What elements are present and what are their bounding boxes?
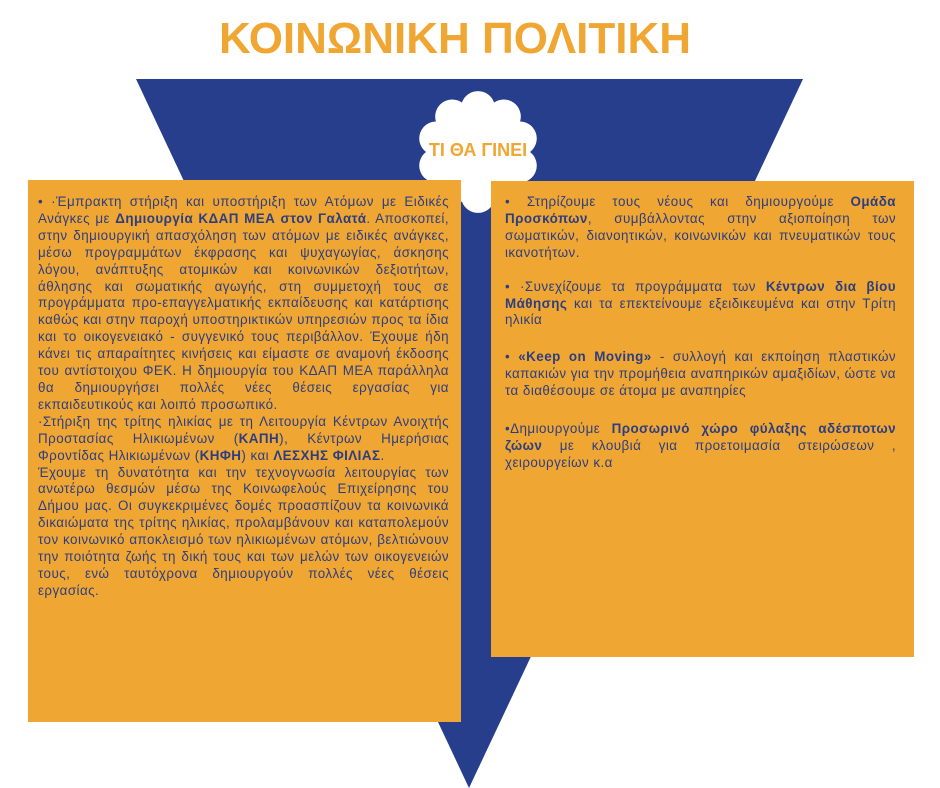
left-paragraph-know-how: Έχουμε τη δυνατότητα και την τεχνογνωσία λειτουργίας των ανωτέρω θεσμών μέσω της Κοινωφελούς Επιχείρησης του Δήμου μας. Οι συγκεκριμένες δομές προασπίζουν τα κοινωνικά δικαιώματα της τρίτης ηλικίας, προλαμβάνουν και καταπολεμούν τον κοινωνικό αποκλεισμό των ηλικιωμένων ατόμων, βελτιώνουν την ποιότητα ζωής τη δική τους και των μελών των οικογενειών τους, ενώ ταυτόχρονα δημιουργούν πολλές νέες θέσεις εργασίας.	[38, 464, 449, 598]
kdap-highlight: Δημιουργία ΚΔΑΠ ΜΕΑ στον Γαλατά	[115, 210, 367, 226]
right-paragraph-stray-animals: •Δημιουργούμε Προσωρινό χώρο φύλαξης αδέσποτων ζώων με κλουβιά για προετοιμασία στειρώσεων , χειρουργείων κ.α	[505, 421, 896, 470]
page-title: ΚΟΙΝΩΝΙΚΗ ΠΟΛΙΤΙΚΗ	[218, 14, 692, 63]
stray-animals-highlight: Προσωρινό χώρο φύλαξης αδέσποτων ζώων	[505, 421, 896, 453]
kifi-highlight: ΚΗΦΗ	[199, 447, 242, 463]
badge-label: ΤΙ ΘΑ ΓΙΝΕΙ	[428, 140, 528, 160]
lifelong-learning-highlight: Κέντρων δια βίου Μάθησης	[505, 278, 896, 311]
left-paragraph-kapi: ·Στήριξη της τρίτης ηλικίας με τη Λειτουργία Κέντρων Ανοιχτής Προστασίας Ηλικιωμένων (ΚΑΠΗ), Κέντρων Ημερήσιας Φροντίδας Ηλικιωμένων (ΚΗΦΗ) και ΛΕΣΧΗΣ ΦΙΛΙΑΣ.	[38, 413, 449, 463]
right-paragraph-lifelong-learning: • ·Συνεχίζουμε τα προγράμματα των Κέντρων δια βίου Μάθησης και τα επεκτείνουμε εξειδικευμένα και στην Τρίτη ηλικία	[505, 278, 896, 328]
left-text-panel	[28, 180, 461, 722]
right-text-panel	[491, 181, 914, 657]
keep-on-moving-highlight: «Keep on Moving»	[518, 349, 652, 365]
kapi-highlight: ΚΑΠΗ	[238, 430, 280, 446]
right-paragraph-scouts: • Στηρίζουμε τους νέους και δημιουργούμε Ομάδα Προσκόπων, συμβάλλοντας στην αξιοποίηση των σωματικών, διανοητικών, κοινωνικών και πνευματικών τους ικανοτήτων.	[505, 194, 896, 260]
left-paragraph-kdap: • ·Έμπρακτη στήριξη και υποστήριξη των Ατόμων με Ειδικές Ανάγκες με Δημιουργία ΚΔΑΠ ΜΕΑ στον Γαλατά. Αποσκοπεί, στην δημιουργική απασχόληση των ατόμων με ειδικές ανάγκες, μέσω προγραμμάτων έκφρασης και ψυχαγωγίας, άσκησης λόγου, ανάπτυξης ατομικών και κοινωνικών δεξιοτήτων, άθλησης και σωματικής αγωγής, στη συμμετοχή τους σε προγράμματα προ-επαγγελματικής εκπαίδευσης και κατάρτισης καθώς και στην παροχή υποστηρικτικών υπηρεσιών προς τα ίδια και το οικογενειακό - συγγενικό τους περιβάλλον. Έχουμε ήδη κάνει τις απαραίτητες κινήσεις και είμαστε σε αναμονή έκδοσης του αντίστοιχου ΦΕΚ. Η δημιουργία του ΚΔΑΠ ΜΕΑ παράλληλα θα δημιουργήσει πολλές νέες θέσεις εργασίας για εκπαιδευτικούς και λοιπό προσωπικό.	[38, 194, 449, 412]
scouts-highlight: Ομάδα Προσκόπων	[505, 194, 896, 226]
leschi-filias-highlight: ΛΕΣΧΗΣ ΦΙΛΙΑΣ	[273, 447, 381, 463]
right-paragraph-keep-on-moving: • «Keep on Moving» - συλλογή και εκποίηση πλαστικών καπακιών για την προμήθεια αναπηρικών αμαξιδίων, ώστε να τα διαθέσουμε σε άτομα με αναπηρίες	[505, 349, 897, 399]
